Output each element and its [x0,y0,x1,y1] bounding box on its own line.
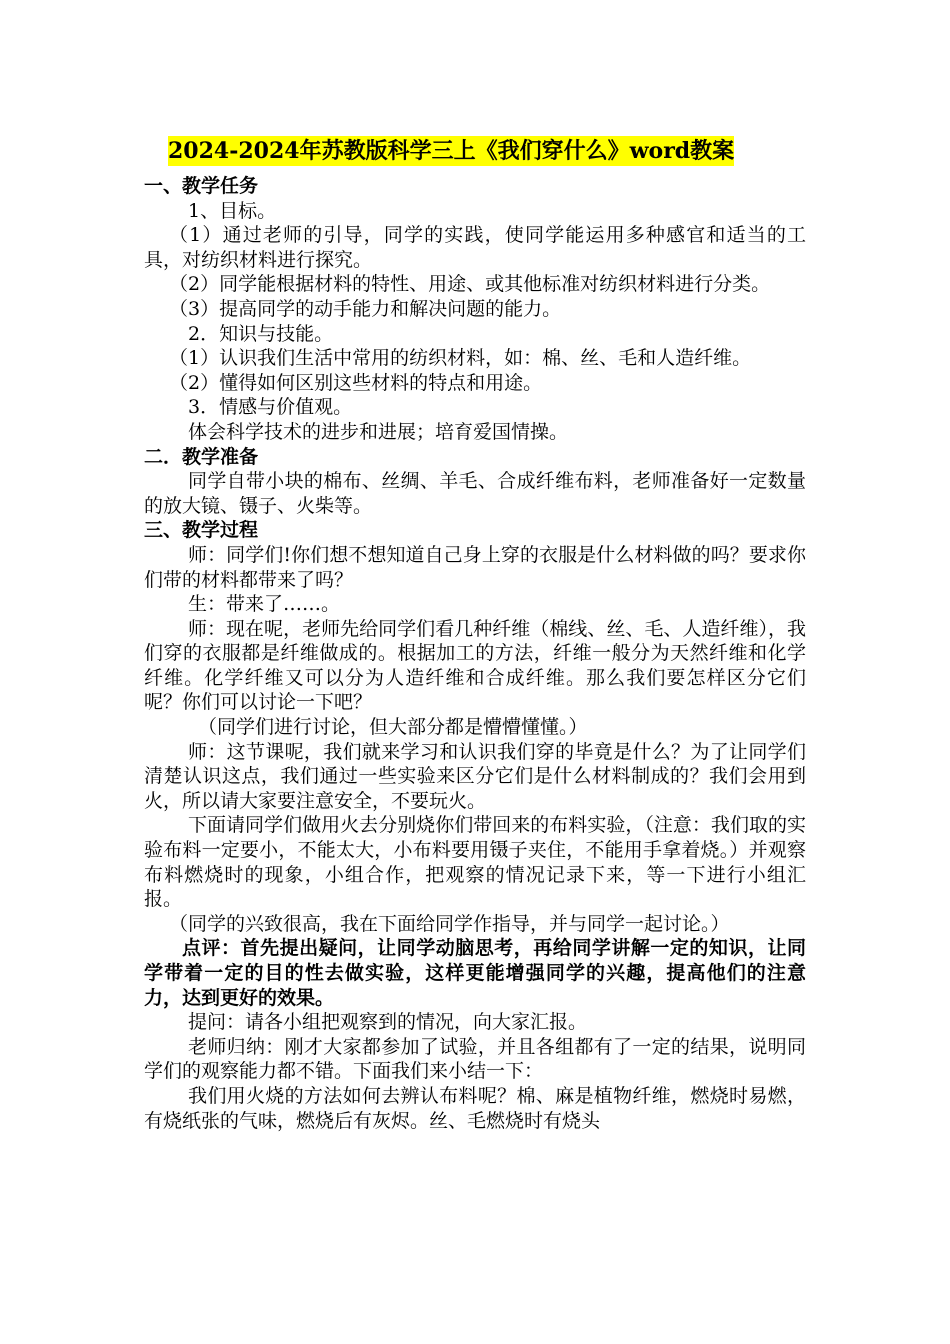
paragraph: （1）认识我们生活中常用的纺织材料，如：棉、丝、毛和人造纤维。 [169,347,752,370]
paragraph: 1、目标。 [188,199,277,222]
paragraph: 生：带来了……。 [188,593,341,616]
paragraph: 下面请同学们做用火去分别烧你们带回来的布料实验，（注意：我们取的实验布料一定要小，不能太大，小布料要用镊子夹住，不能用手拿着烧。）并观察布料燃烧时的现象，小组合作，把观察的情况记录下来，等一下进行小组汇报。 [144,814,806,911]
paragraph: （1）通过老师的引导，同学的实践，使同学能运用多种感官和适当的工具，对纺织材料进行探究。 [144,224,806,271]
document-title: 2024-2024年苏教版科学三上《我们穿什么》word教案 [168,138,735,164]
paragraph: （2）懂得如何区别这些材料的特点和用途。 [169,371,543,394]
paragraph: 师：现在呢，老师先给同学们看几种纤维（棉线、丝、毛、人造纤维），我们穿的衣服都是纤维做成的。根据加工的方法，纤维一般分为天然纤维和化学纤维。化学纤维又可以分为人造纤维和合成纤维。那么我们要怎样区分它们呢？你们可以讨论一下吧？ [144,617,806,714]
paragraph: 同学自带小块的棉布、丝绸、羊毛、合成纤维布料，老师准备好一定数量的放大镜、镊子、火柴等。 [144,470,806,517]
document-body [144,174,806,1133]
paragraph: 我们用火烧的方法如何去辨认布料呢？棉、麻是植物纤维，燃烧时易燃，有烧纸张的气味，燃烧后有灰烬。丝、毛燃烧时有烧头 [144,1084,806,1132]
section-heading: 一、教学任务 [144,175,259,197]
paragraph: （2）同学能根据材料的特性、用途、或其他标准对纺织材料进行分类。 [169,273,771,296]
paragraph: 老师归纳：刚才大家都参加了试验，并且各组都有了一定的结果，说明同学们的观察能力都不错。下面我们来小结一下： [144,1035,806,1083]
paragraph: （同学的兴致很高，我在下面给同学作指导，并与同学一起讨论。） [169,912,730,935]
paragraph: 体会科学技术的进步和进展；培育爱国情操。 [188,420,569,443]
paragraph: 3．情感与价值观。 [188,396,353,419]
paragraph: （同学们进行讨论，但大部分都是懵懵懂懂。） [198,716,588,739]
paragraph: （3）提高同学的动手能力和解决问题的能力。 [169,297,562,320]
section-heading: 三、教学过程 [144,519,259,542]
paragraph: 师：同学们!你们想不想知道自己身上穿的衣服是什么材料做的吗？要求你们带的材料都带来了吗？ [144,543,806,591]
paragraph: 点评：首先提出疑问，让同学动脑思考，再给同学讲解一定的知识，让同学带着一定的目的性去做实验，这样更能增强同学的兴趣，提高他们的注意力，达到更好的效果。 [144,937,806,1009]
paragraph: 师：这节课呢，我们就来学习和认识我们穿的毕竟是什么？为了让同学们清楚认识这点，我们通过一些实验来区分它们是什么材料制成的？我们会用到火，所以请大家要注意安全，不要玩火。 [144,740,806,812]
section-heading: 二．教学准备 [144,445,259,468]
paragraph: 2．知识与技能。 [188,322,334,345]
paragraph: 提问：请各小组把观察到的情况，向大家汇报。 [188,1011,588,1034]
